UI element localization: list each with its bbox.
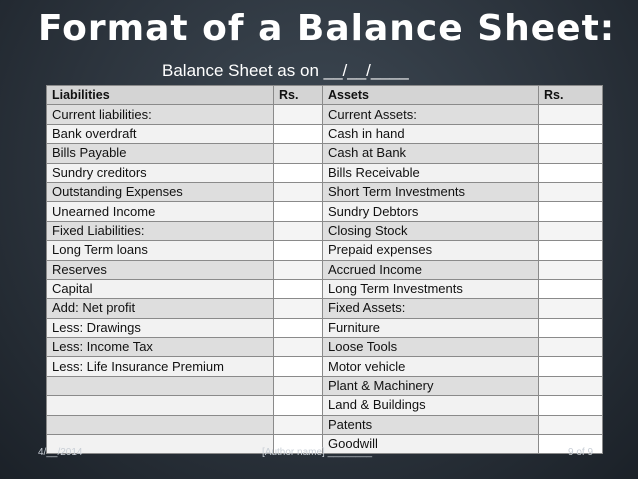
- asset-amount-cell: [539, 318, 603, 337]
- header-liabilities-amount: Rs.: [274, 86, 323, 105]
- asset-amount-cell: [539, 299, 603, 318]
- table-row: [47, 279, 603, 298]
- liability-amount-cell: [274, 396, 323, 415]
- table-row: [47, 221, 603, 240]
- asset-amount-cell: [539, 124, 603, 143]
- header-assets-amount: Rs.: [539, 86, 603, 105]
- asset-cell: Sundry Debtors: [323, 202, 539, 221]
- liability-amount-cell: [274, 376, 323, 395]
- liability-amount-cell: [274, 415, 323, 434]
- asset-cell: Prepaid expenses: [323, 241, 539, 260]
- footer-date: 4/__/2014: [38, 447, 83, 458]
- asset-cell: Patents: [323, 415, 539, 434]
- liability-cell: Current liabilities:: [47, 105, 274, 124]
- asset-cell: Closing Stock: [323, 221, 539, 240]
- asset-cell: Furniture: [323, 318, 539, 337]
- liability-cell: [47, 415, 274, 434]
- table-row: [47, 357, 603, 376]
- table-row: [47, 105, 603, 124]
- balance-sheet-table: [46, 85, 603, 454]
- table-row: [47, 241, 603, 260]
- liability-amount-cell: [274, 260, 323, 279]
- liability-amount-cell: [274, 338, 323, 357]
- liability-cell: Add: Net profit: [47, 299, 274, 318]
- table-body: [47, 105, 603, 454]
- liability-cell: Less: Drawings: [47, 318, 274, 337]
- asset-cell: Current Assets:: [323, 105, 539, 124]
- liability-amount-cell: [274, 357, 323, 376]
- liability-amount-cell: [274, 163, 323, 182]
- liability-cell: Less: Income Tax: [47, 338, 274, 357]
- liability-amount-cell: [274, 279, 323, 298]
- asset-amount-cell: [539, 415, 603, 434]
- table-row: [47, 338, 603, 357]
- table-row: [47, 163, 603, 182]
- table-row: [47, 144, 603, 163]
- asset-amount-cell: [539, 357, 603, 376]
- asset-amount-cell: [539, 241, 603, 260]
- table-row: [47, 124, 603, 143]
- liability-amount-cell: [274, 124, 323, 143]
- slide-title: Format of a Balance Sheet:: [38, 8, 616, 49]
- liability-cell: Bills Payable: [47, 144, 274, 163]
- asset-cell: Goodwill: [323, 435, 539, 454]
- asset-cell: Cash at Bank: [323, 144, 539, 163]
- asset-amount-cell: [539, 163, 603, 182]
- liability-amount-cell: [274, 241, 323, 260]
- liability-cell: [47, 376, 274, 395]
- table-row: [47, 396, 603, 415]
- table-row: [47, 376, 603, 395]
- footer-page-number: 9 of 9: [568, 447, 594, 458]
- table-row: [47, 202, 603, 221]
- table-row: [47, 415, 603, 434]
- liability-amount-cell: [274, 318, 323, 337]
- asset-amount-cell: [539, 338, 603, 357]
- liability-amount-cell: [274, 182, 323, 201]
- table-row: [47, 260, 603, 279]
- liability-amount-cell: [274, 299, 323, 318]
- asset-cell: Plant & Machinery: [323, 376, 539, 395]
- liability-cell: [47, 396, 274, 415]
- liability-cell: Fixed Liabilities:: [47, 221, 274, 240]
- asset-cell: Fixed Assets:: [323, 299, 539, 318]
- liability-cell: Less: Life Insurance Premium: [47, 357, 274, 376]
- liability-amount-cell: [274, 202, 323, 221]
- asset-amount-cell: [539, 202, 603, 221]
- asset-amount-cell: [539, 182, 603, 201]
- asset-amount-cell: [539, 221, 603, 240]
- asset-cell: Loose Tools: [323, 338, 539, 357]
- balance-sheet-date-caption: Balance Sheet as on __/__/____: [162, 61, 409, 80]
- asset-cell: Cash in hand: [323, 124, 539, 143]
- liability-cell: Reserves: [47, 260, 274, 279]
- asset-amount-cell: [539, 260, 603, 279]
- asset-cell: Accrued Income: [323, 260, 539, 279]
- liability-cell: Unearned Income: [47, 202, 274, 221]
- header-liabilities: Liabilities: [47, 86, 274, 105]
- table-header-row: [47, 86, 603, 105]
- table-row: [47, 182, 603, 201]
- asset-amount-cell: [539, 396, 603, 415]
- footer-author: [Author name] ________: [262, 447, 373, 458]
- liability-amount-cell: [274, 105, 323, 124]
- asset-cell: Long Term Investments: [323, 279, 539, 298]
- liability-amount-cell: [274, 144, 323, 163]
- asset-cell: Bills Receivable: [323, 163, 539, 182]
- header-assets: Assets: [323, 86, 539, 105]
- asset-amount-cell: [539, 144, 603, 163]
- asset-amount-cell: [539, 376, 603, 395]
- liability-amount-cell: [274, 221, 323, 240]
- liability-cell: Sundry creditors: [47, 163, 274, 182]
- liability-cell: Bank overdraft: [47, 124, 274, 143]
- asset-cell: Short Term Investments: [323, 182, 539, 201]
- asset-cell: Land & Buildings: [323, 396, 539, 415]
- asset-amount-cell: [539, 105, 603, 124]
- asset-cell: Motor vehicle: [323, 357, 539, 376]
- liability-cell: Outstanding Expenses: [47, 182, 274, 201]
- liability-cell: Capital: [47, 279, 274, 298]
- liability-cell: Long Term loans: [47, 241, 274, 260]
- table-row: [47, 318, 603, 337]
- asset-amount-cell: [539, 279, 603, 298]
- table-row: [47, 299, 603, 318]
